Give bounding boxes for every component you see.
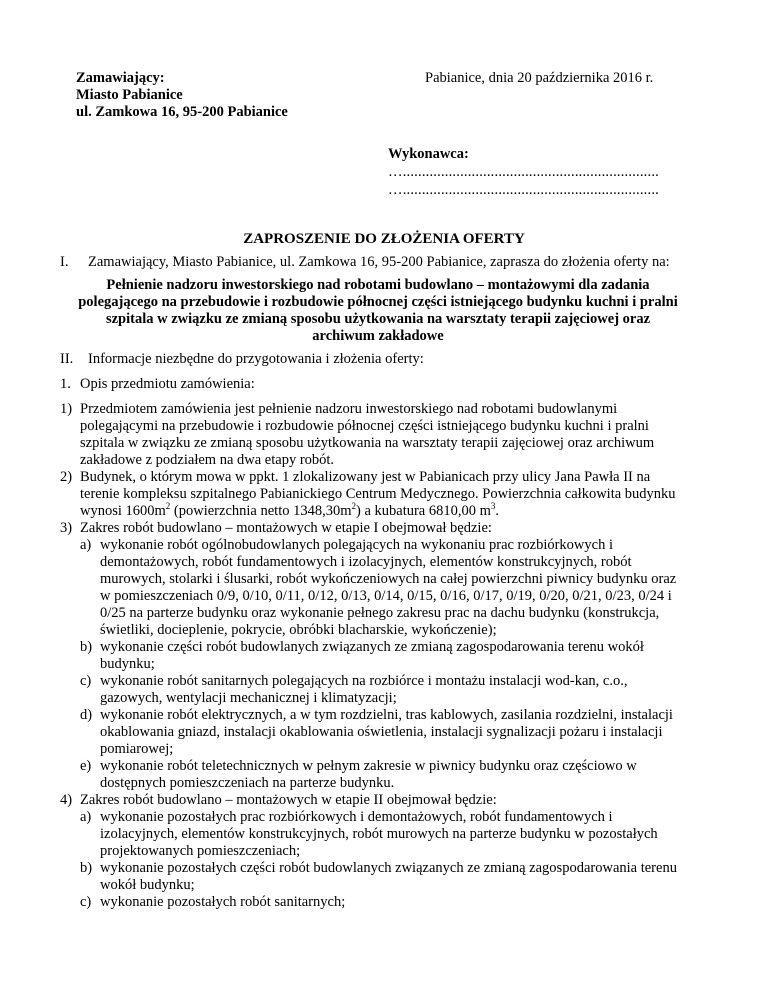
document-title: ZAPROSZENIE DO ZŁOŻENIA OFERTY — [243, 231, 525, 247]
item-2-sup-1: 2 — [165, 501, 171, 512]
item-3-text: Zakres robót budowlano – montażowych w etapie I obejmował będzie: — [80, 520, 492, 536]
item-1 — [60, 401, 680, 469]
item-3-sub-c-letter: c) — [80, 673, 92, 689]
item-3 — [60, 520, 680, 537]
item-4 — [60, 792, 680, 809]
item-4-number: 4) — [60, 792, 73, 808]
item-2 — [60, 469, 680, 520]
item-2-sup-2: 2 — [351, 501, 356, 512]
point-1-number: 1. — [60, 376, 71, 392]
date-line: Pabianice, dnia 20 października 2016 r. — [425, 70, 654, 86]
item-1-number: 1) — [60, 401, 73, 417]
item-3-sub-e-text: wykonanie robót teletechnicznych w pełnym zakresie w piwnicy budynku oraz częściowo w dostępnych pomieszczeniach na parterze budynku. — [100, 758, 637, 791]
point-1 — [60, 376, 680, 393]
item-4-sub-c-text: wykonanie pozostałych robót sanitarnych; — [100, 894, 346, 910]
document-body — [60, 254, 680, 911]
item-2-text-b: (powierzchnia netto 1348,30m — [170, 503, 352, 519]
section-2-number: II. — [60, 351, 74, 367]
item-2-number: 2) — [60, 469, 73, 485]
item-4-sub-c — [80, 894, 680, 911]
item-3-sub-b-text: wykonanie części robót budowlanych związanych ze zmianą zagospodarowania terenu wokół budynku; — [100, 639, 644, 672]
item-3-sub-e — [80, 758, 680, 792]
ordering-party-name: Miasto Pabianice — [76, 87, 183, 103]
item-3-sub-a-letter: a) — [80, 537, 92, 553]
section-1-number: I. — [60, 254, 69, 270]
item-2-text-d: . — [495, 503, 500, 519]
item-4-sub-a-letter: a) — [80, 809, 92, 825]
ordering-party-block — [76, 70, 288, 121]
item-3-sub-c-text: wykonanie robót sanitarnych polegających na rozbiórce i montażu instalacji wod-kan, c.o., gazowych, wentylacji mechanicznej i klimatyzacji; — [100, 673, 628, 706]
item-3-sub-d-text: wykonanie robót elektrycznych, a w tym rozdzielni, tras kablowych, zasilania rozdzielni, instalacji okablowania gniazd, instalacji okablowania oświetlenia, instalacji sygnalizacji pożaru i instalacji pomiarowej; — [100, 707, 673, 757]
item-4-sub-b-letter: b) — [80, 860, 93, 876]
section-1-text: Zamawiający, Miasto Pabianice, ul. Zamkowa 16, 95-200 Pabianice, zaprasza do złożenia oferty na: — [88, 254, 670, 270]
item-3-sub-a — [80, 537, 680, 639]
ordering-party-label: Zamawiający: — [76, 70, 165, 86]
item-2-text — [80, 469, 680, 520]
ordering-party-address: ul. Zamkowa 16, 95-200 Pabianice — [76, 104, 288, 120]
item-4-sub-a-text: wykonanie pozostałych prac rozbiórkowych i demontażowych, robót fundamentowych i izolacyjnych, elementów konstrukcyjnych, robót murowych na parterze budynku w pozostałych projektowanych pomieszczeniach; — [100, 809, 658, 859]
point-1-text: Opis przedmiotu zamówienia: — [80, 376, 255, 392]
section-2 — [60, 351, 680, 368]
item-4-text: Zakres robót budowlano – montażowych w etapie II obejmował będzie: — [80, 792, 497, 808]
contractor-block — [388, 145, 659, 199]
item-3-sub-d-letter: d) — [80, 707, 93, 723]
item-3-sub-b-letter: b) — [80, 639, 93, 655]
order-subject: Pełnienie nadzoru inwestorskiego nad robotami budowlano – montażowymi dla zadania polegającego na przebudowie i rozbudowie północnej części istniejącego budynku kuchni i pralni szpitala w związku ze zmianą sposobu użytkowania na warsztaty terapii zajęciowej oraz archiwum zakładowe — [78, 277, 678, 344]
item-4-sub-b — [80, 860, 680, 894]
item-4-sub-c-letter: c) — [80, 894, 92, 910]
contractor-label: Wykonawca: — [388, 146, 469, 162]
section-2-text: Informacje niezbędne do przygotowania i złożenia oferty: — [88, 351, 424, 367]
item-3-sub-e-letter: e) — [80, 758, 92, 774]
item-2-sup-3: 3 — [490, 501, 496, 512]
item-4-sub-b-text: wykonanie pozostałych części robót budowlanych związanych ze zmianą zagospodarowania terenu wokół budynku; — [100, 860, 677, 893]
item-1-text: Przedmiotem zamówienia jest pełnienie nadzoru inwestorskiego nad robotami budowlanymi polegającymi na przebudowie i rozbudowie północnej części istniejącego budynku kuchni i pralni szpitala w związku ze zmianą sposobu użytkowania na warsztaty terapii zajęciowej oraz archiwum zakładowe z podziałem na dwa etapy robót. — [80, 401, 655, 468]
item-3-sub-d — [80, 707, 680, 758]
item-2-text-c: ) a kubatura 6810,00 m — [356, 503, 491, 519]
item-2-text-a: Budynek, o którym mowa w ppkt. 1 zlokalizowany jest w Pabianicach przy ulicy Jana Pawła II na terenie kompleksu szpitalnego Pabianickiego Centrum Medycznego. Powierzchnia całkowita budynku wynosi 1600m — [80, 469, 676, 519]
item-4-sub-a — [80, 809, 680, 860]
item-3-sub-a-text: wykonanie robót ogólnobudowlanych polegających na wykonaniu prac rozbiórkowych i demontażowych, robót fundamentowych i izolacyjnych, elementów konstrukcyjnych, robót murowych, stolarki i ślusarki, robót wykończeniowych na całej powierzchni piwnicy budynku oraz w pomieszczeniach 0/9, 0/10, 0/11, 0/12, 0/13, 0/14, 0/15, 0/16, 0/17, 0/19, 0/20, 0/21, 0/23, 0/24 i 0/25 na parterze budynku oraz wykonanie pełnego zakresu prac na dachu budynku (konstrukcja, świetliki, docieplenie, pokrycie, obróbki blacharskie, wykończenie); — [100, 537, 677, 638]
item-3-sub-b — [80, 639, 680, 673]
item-3-sub-c — [80, 673, 680, 707]
contractor-line-2: …................................................................... — [388, 182, 659, 198]
contractor-line-1: …................................................................... — [388, 164, 659, 180]
item-3-number: 3) — [60, 520, 73, 536]
section-1 — [60, 254, 680, 271]
